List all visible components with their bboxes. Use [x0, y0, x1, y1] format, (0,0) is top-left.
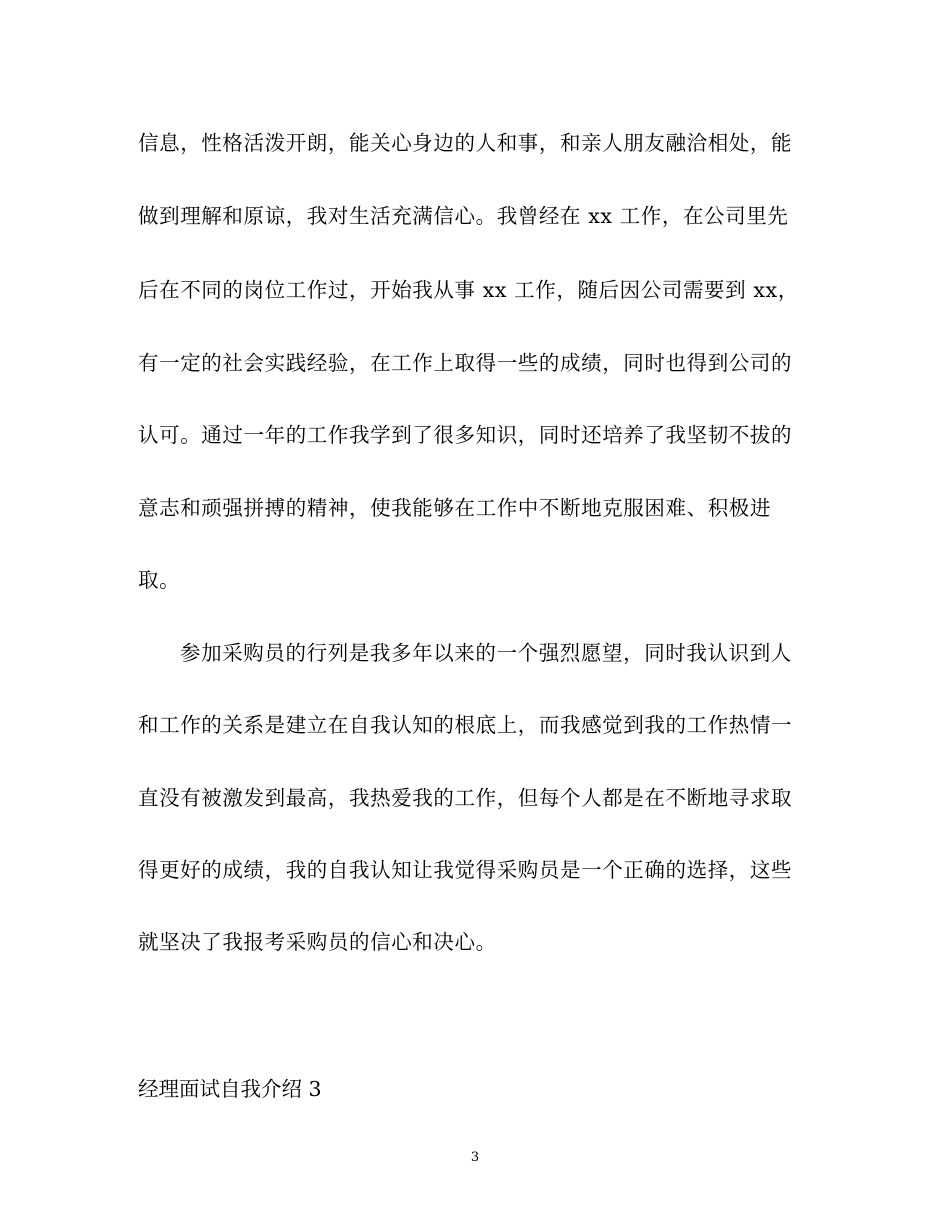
paragraph-1-line-3: 后在不同的岗位工作过，开始我从事 xx 工作，随后因公司需要到 xx， — [138, 278, 799, 302]
page-number: 3 — [470, 1150, 480, 1165]
paragraph-1-line-6: 意志和顽强拼搏的精神，使我能够在工作中不断地克服困难、积极进 — [138, 496, 771, 520]
paragraph-1-line-4: 有一定的社会实践经验，在工作上取得一些的成绩，同时也得到公司的 — [138, 351, 793, 375]
paragraph-2-line-5: 就坚决了我报考采购员的信心和决心。 — [138, 930, 497, 954]
paragraph-1-line-1: 信息，性格活泼开朗，能关心身边的人和事，和亲人朋友融洽相处，能 — [138, 131, 793, 155]
paragraph-2-line-1: 参加采购员的行列是我多年以来的一个强烈愿望，同时我认识到人 — [180, 641, 792, 665]
paragraph-2-line-2: 和工作的关系是建立在自我认知的根底上，而我感觉到我的工作热情一 — [138, 713, 793, 737]
paragraph-1-line-2: 做到理解和原谅，我对生活充满信心。我曾经在 xx 工作，在公司里先 — [138, 204, 789, 228]
paragraph-1-line-5: 认可。通过一年的工作我学到了很多知识，同时还培养了我坚韧不拔的 — [138, 423, 793, 447]
paragraph-2-line-3: 直没有被激发到最高，我热爱我的工作，但每个人都是在不断地寻求取 — [138, 786, 793, 810]
section-heading: 经理面试自我介绍 3 — [138, 1077, 322, 1101]
paragraph-1-line-7: 取。 — [138, 568, 181, 592]
paragraph-2-line-4: 得更好的成绩，我的自我认知让我觉得采购员是一个正确的选择，这些 — [138, 858, 793, 882]
